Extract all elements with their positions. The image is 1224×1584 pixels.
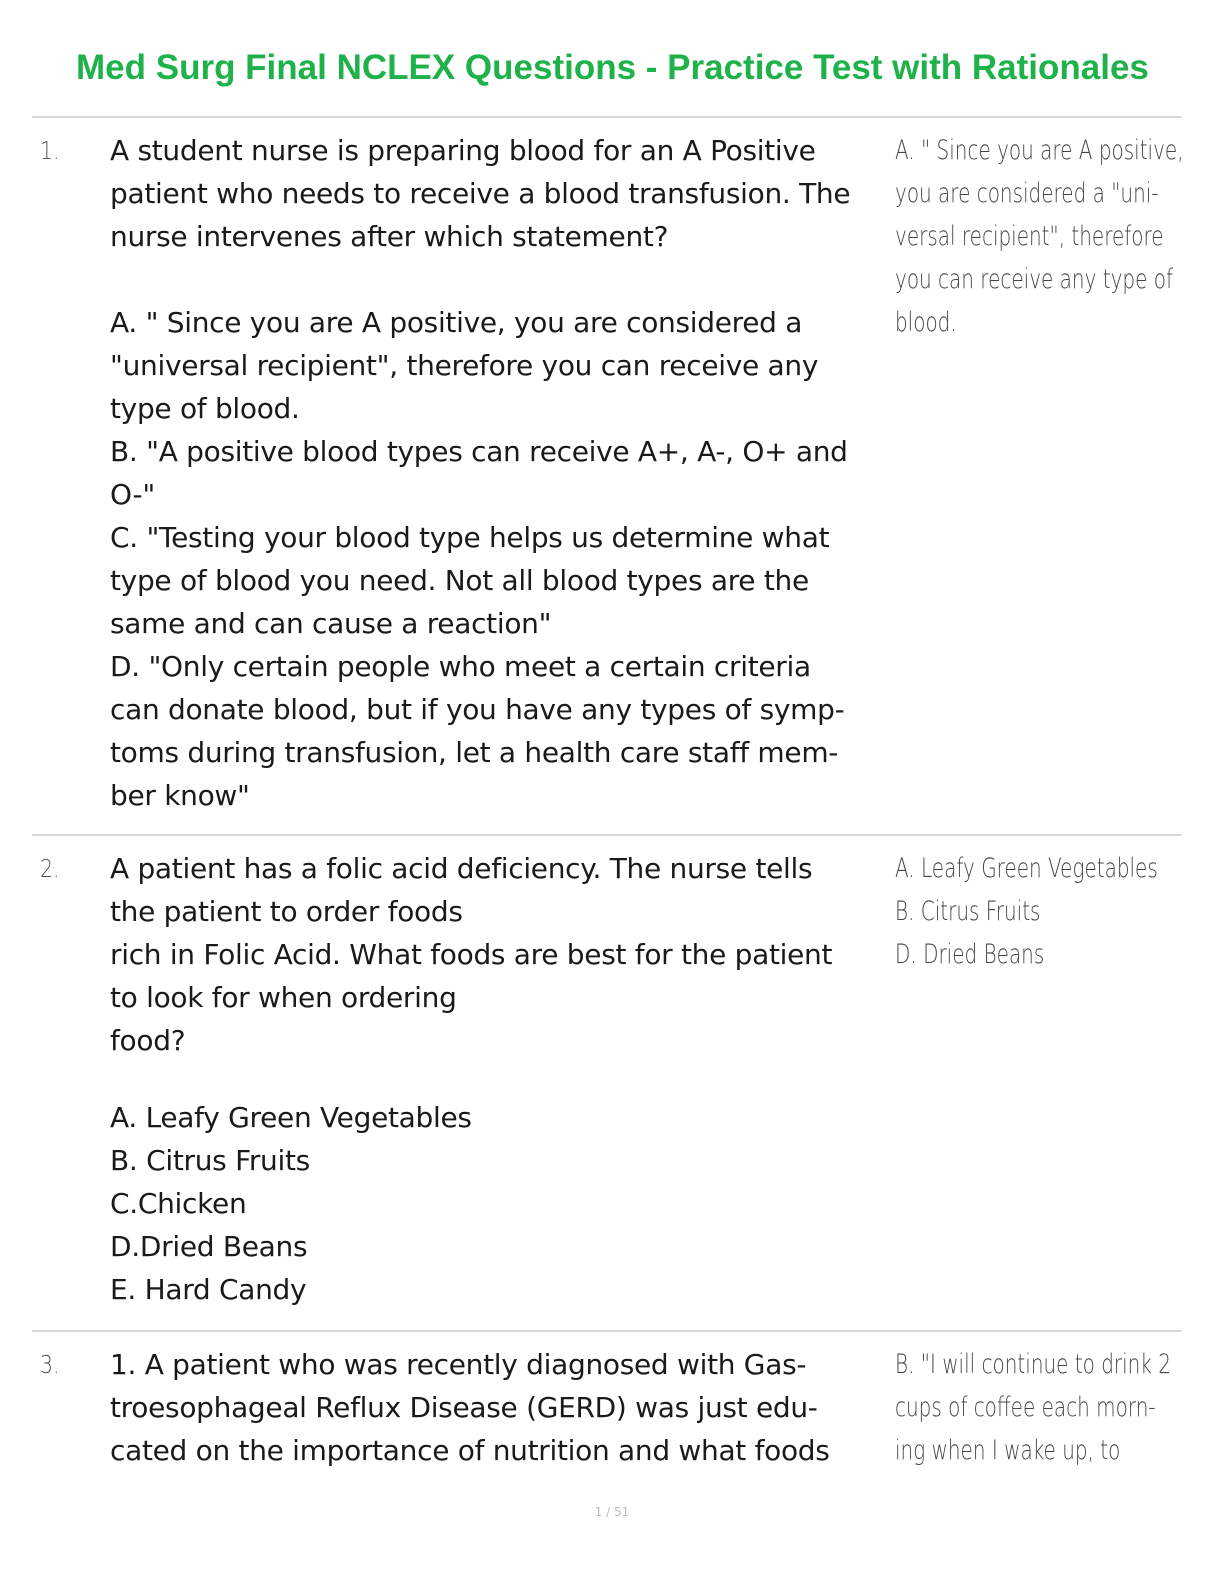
question-line: D.Dried Beans <box>110 1230 308 1263</box>
answer-line: blood. <box>895 307 957 338</box>
answer-line: B. "I will continue to drink 2 <box>895 1349 1171 1380</box>
question-line: A. Leafy Green Vegetables <box>110 1101 472 1134</box>
question-line: A. " Since you are A positive, you are considered a <box>110 306 803 339</box>
answer-line: ing when I wake up, to <box>895 1435 1121 1466</box>
divider <box>32 1330 1182 1332</box>
question-line: D. "Only certain people who meet a certain criteria <box>110 650 811 683</box>
question-line: E. Hard Candy <box>110 1273 307 1306</box>
answer-line: versal recipient", therefore <box>895 221 1164 252</box>
answer-line: B. Citrus Fruits <box>895 896 1041 927</box>
question-line: nurse intervenes after which statement? <box>110 220 669 253</box>
question-line: can donate blood, but if you have any types of symp- <box>110 693 845 726</box>
answer-text <box>895 1343 1195 1472</box>
answer-line: you can receive any type of <box>895 264 1173 295</box>
card-number: 3. <box>40 1350 60 1379</box>
question-line: A patient has a folic acid deficiency. The nurse tells <box>110 852 813 885</box>
question-line: ber know" <box>110 779 250 812</box>
question-line: cated on the importance of nutrition and what foods <box>110 1434 830 1467</box>
question-text <box>110 847 900 1311</box>
question-line: toms during transfusion, let a health care staff mem- <box>110 736 839 769</box>
card-number: 2. <box>40 854 60 883</box>
question-line: A student nurse is preparing blood for an A Positive <box>110 134 816 167</box>
question-line: 1. A patient who was recently diagnosed with Gas- <box>110 1348 807 1381</box>
question-line: B. Citrus Fruits <box>110 1144 310 1177</box>
card-number: 1. <box>40 136 60 165</box>
question-line: B. "A positive blood types can receive A+, A-, O+ and <box>110 435 848 468</box>
document-title: Med Surg Final NCLEX Questions - Practice Test with Rationales <box>76 48 1149 87</box>
page-number: 1 / 51 <box>594 1505 630 1519</box>
question-line: C. "Testing your blood type helps us determine what <box>110 521 830 554</box>
question-line: troesophageal Reflux Disease (GERD) was just edu- <box>110 1391 818 1424</box>
question-text <box>110 1343 900 1472</box>
blank-line <box>110 258 900 301</box>
question-line: type of blood you need. Not all blood types are the <box>110 564 809 597</box>
question-text <box>110 129 900 817</box>
question-line: O-" <box>110 478 155 511</box>
question-line: patient who needs to receive a blood transfusion. The <box>110 177 851 210</box>
question-line: same and can cause a reaction" <box>110 607 552 640</box>
answer-line: you are considered a "uni- <box>895 178 1159 209</box>
answer-text <box>895 129 1195 344</box>
question-line: "universal recipient", therefore you can receive any <box>110 349 819 382</box>
answer-line: cups of coffee each morn- <box>895 1392 1156 1423</box>
question-line: food? <box>110 1024 186 1057</box>
question-line: the patient to order foods <box>110 895 463 928</box>
blank-line <box>110 1062 900 1096</box>
question-line: C.Chicken <box>110 1187 247 1220</box>
question-line: rich in Folic Acid. What foods are best for the patient <box>110 938 833 971</box>
divider <box>32 834 1182 836</box>
answer-line: A. " Since you are A positive, <box>895 135 1184 166</box>
divider <box>32 116 1182 118</box>
question-line: type of blood. <box>110 392 300 425</box>
answer-text <box>895 847 1195 976</box>
answer-line: A. Leafy Green Vegetables <box>895 853 1158 884</box>
answer-line: D. Dried Beans <box>895 939 1045 970</box>
question-line: to look for when ordering <box>110 981 457 1014</box>
